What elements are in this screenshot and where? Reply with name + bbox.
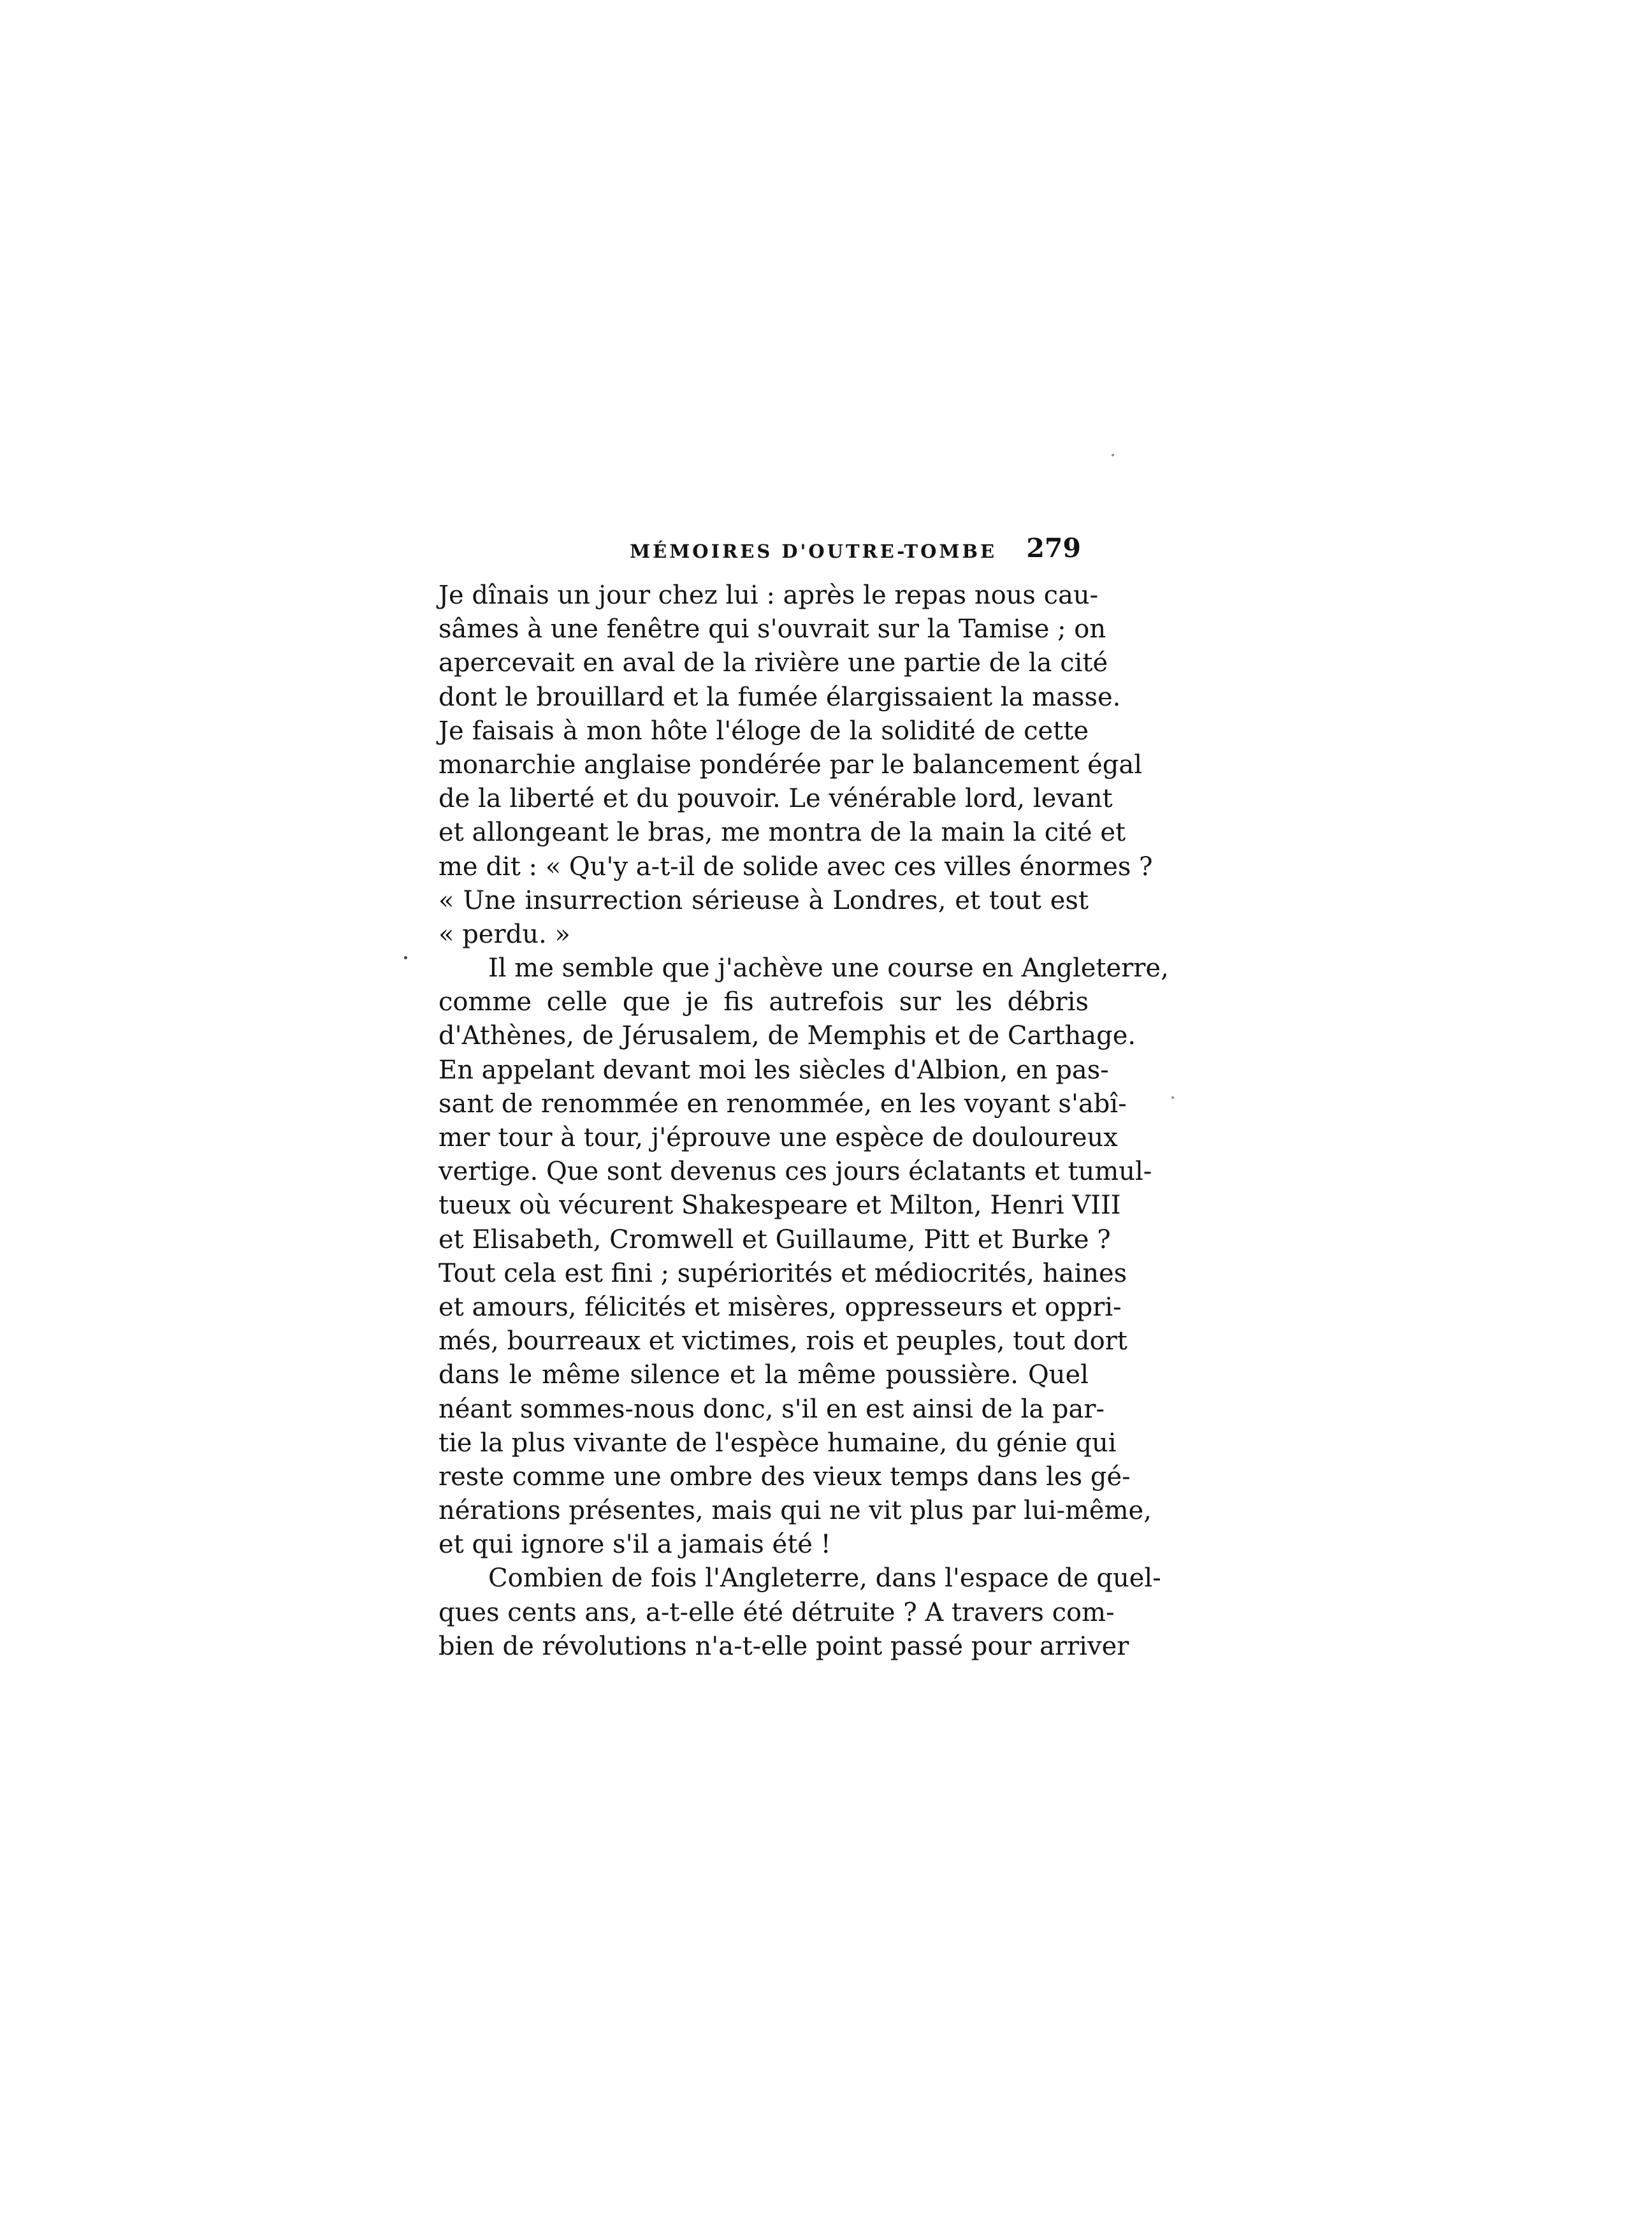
text-line: « perdu. »: [438, 919, 570, 949]
text-line: més, bourreaux et victimes, rois et peuples, tout dort: [438, 1326, 1127, 1356]
page-number: 279: [1026, 533, 1081, 563]
text-line: néant sommes-nous donc, s'il en est ainsi de la par-: [438, 1394, 1105, 1424]
text-line: Je dînais un jour chez lui : après le repas nous cau-: [438, 581, 1099, 610]
text-line: dont le brouillard et la fumée élargissaient la masse.: [438, 682, 1121, 712]
scan-speck: [1171, 1096, 1174, 1099]
text-line: d'Athènes, de Jérusalem, de Memphis et de Carthage.: [438, 1021, 1136, 1051]
text-line: ques cents ans, a-t-elle été détruite ? A travers com-: [438, 1597, 1115, 1627]
body-text: [438, 579, 1169, 1664]
scan-speck: [404, 956, 407, 959]
text-line: Combien de fois l'Angleterre, dans l'espace de quel-: [488, 1564, 1161, 1594]
text-line: tie la plus vivante de l'espèce humaine, du génie qui: [438, 1428, 1117, 1458]
text-line: vertige. Que sont devenus ces jours éclatants et tumul-: [438, 1157, 1152, 1187]
text-line: bien de révolutions n'a-t-elle point passé pour arriver: [438, 1631, 1129, 1661]
text-line: de la liberté et du pouvoir. Le vénérable lord, levant: [438, 784, 1113, 814]
text-line: En appelant devant moi les siècles d'Albion, en pas-: [438, 1055, 1109, 1085]
running-title: MÉMOIRES D'OUTRE-TOMBE: [630, 541, 997, 562]
text-line: sant de renommée en renommée, en les voyant s'abî-: [438, 1089, 1127, 1119]
text-line: et qui ignore s'il a jamais été !: [438, 1530, 831, 1560]
text-line: monarchie anglaise pondérée par le balancement égal: [438, 750, 1143, 780]
paragraph-1: [438, 579, 1153, 952]
text-line: sâmes à une fenêtre qui s'ouvrait sur la Tamise ; on: [438, 614, 1106, 644]
text-line: Tout cela est fini ; supériorités et médiocrités, haines: [438, 1258, 1127, 1288]
text-line: comme celle que je fis autrefois sur les débris: [438, 987, 1089, 1017]
text-line: Il me semble que j'achève une course en Angleterre,: [488, 954, 1169, 984]
text-line: mer tour à tour, j'éprouve une espèce de douloureux: [438, 1123, 1118, 1152]
text-line: et allongeant le bras, me montra de la main la cité et: [438, 818, 1126, 848]
running-header: [454, 533, 1089, 574]
text-line: « Une insurrection sérieuse à Londres, et tout est: [438, 885, 1089, 915]
text-line: dans le même silence et la même poussière. Quel: [438, 1360, 1089, 1390]
scan-speck: [1112, 454, 1114, 456]
paragraph-3: [438, 1562, 1161, 1664]
text-line: reste comme une ombre des vieux temps dans les gé-: [438, 1462, 1131, 1492]
text-line: nérations présentes, mais qui ne vit plus par lui-même,: [438, 1496, 1152, 1526]
text-line: et Elisabeth, Cromwell et Guillaume, Pitt et Burke ?: [438, 1224, 1111, 1254]
text-line: me dit : « Qu'y a-t-il de solide avec ces villes énormes ?: [438, 852, 1153, 882]
text-line: apercevait en aval de la rivière une partie de la cité: [438, 648, 1108, 678]
text-line: tueux où vécurent Shakespeare et Milton, Henri VIII: [438, 1191, 1121, 1221]
text-line: et amours, félicités et misères, oppresseurs et oppri-: [438, 1292, 1122, 1322]
text-line: Je faisais à mon hôte l'éloge de la solidité de cette: [438, 716, 1089, 746]
paragraph-2: [438, 952, 1169, 1562]
